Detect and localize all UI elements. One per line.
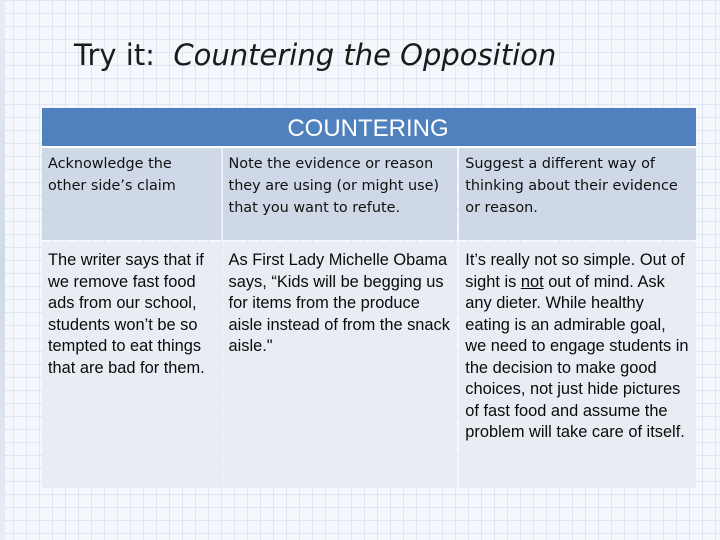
counter-underlined-word: not — [520, 272, 544, 291]
label-note-evidence: Note the evidence or reason they are using (or might use) that you want to refute. — [223, 148, 458, 240]
title-prefix: Try it: — [74, 38, 155, 72]
example-counter — [459, 242, 696, 488]
counter-text-part2: out of mind. Ask any dieter. While healthy eating is an admirable goal, we need to engage students in the decision to make good choices, not just hide pictures of fast food and assume the problem will take care of itself. — [465, 272, 689, 441]
countering-grid — [40, 146, 698, 490]
label-suggest-different-way: Suggest a different way of thinking about their evidence or reason. — [459, 148, 696, 240]
table-header-label: COUNTERING — [287, 115, 449, 142]
example-evidence: As First Lady Michelle Obama says, “Kids will be begging us for items from the produce aisle instead of from the snack aisle." — [223, 242, 458, 488]
slide-title — [74, 38, 556, 72]
countering-table — [42, 108, 696, 490]
example-claim: The writer says that if we remove fast food ads from our school, students won’t be so tempted to eat things that are bad for them. — [42, 242, 221, 488]
title-emphasis: Countering the Opposition — [173, 38, 557, 72]
counter-text-part1: It’s really not so simple. Out of sight is — [465, 251, 685, 291]
label-acknowledge-claim: Acknowledge the other side’s claim — [42, 148, 221, 240]
table-header — [42, 108, 696, 148]
left-edge-decoration — [0, 0, 5, 540]
table-row-labels — [42, 148, 696, 240]
table-row-example — [42, 242, 696, 488]
